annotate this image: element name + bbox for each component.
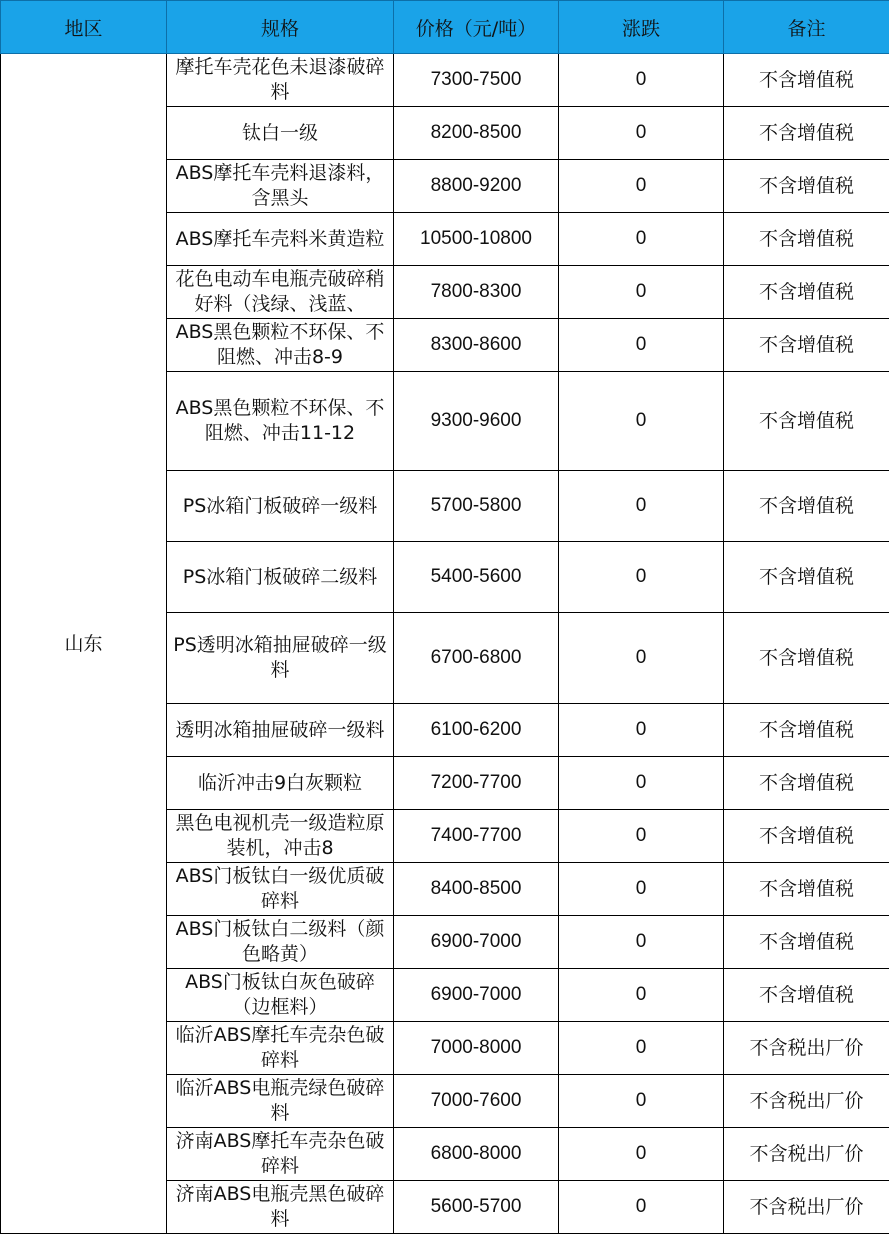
note-cell: 不含增值税 [724,542,889,613]
header-row [1,1,889,54]
note-cell: 不含税出厂价 [724,1181,889,1234]
change-cell: 0 [559,757,724,810]
spec-cell [167,1075,394,1128]
price-cell: 6700-6800 [394,613,559,704]
spec-text: 花色电动车电瓶壳破碎稍好料（浅绿、浅蓝、 [175,268,385,315]
spec-text: 透明冰箱抽屉破碎一级料 [175,718,385,741]
table-body [1,54,889,1234]
change-cell: 0 [559,319,724,372]
change-cell: 0 [559,372,724,471]
price-cell: 6900-7000 [394,969,559,1022]
price-cell: 6900-7000 [394,916,559,969]
note-cell: 不含增值税 [724,319,889,372]
note-cell: 不含增值税 [724,471,889,542]
note-cell: 不含增值税 [724,757,889,810]
table-row [1,54,889,107]
change-cell: 0 [559,266,724,319]
spec-cell [167,542,394,613]
note-cell: 不含增值税 [724,372,889,471]
spec-cell [167,1181,394,1234]
spec-cell [167,160,394,213]
spec-text: 临沂ABS摩托车壳杂色破碎料 [175,1024,385,1071]
spec-cell [167,757,394,810]
spec-text: ABS门板钛白灰色破碎（边框料） [185,971,375,1018]
header-region: 地区 [1,1,167,54]
price-cell: 7800-8300 [394,266,559,319]
note-cell: 不含增值税 [724,704,889,757]
spec-text: ABS摩托车壳料退漆料，含黑头 [175,162,385,209]
spec-text: ABS黑色颗粒不环保、不阻燃、冲击8-9 [175,321,385,368]
price-cell: 6800-8000 [394,1128,559,1181]
note-cell: 不含增值税 [724,863,889,916]
change-cell: 0 [559,810,724,863]
note-cell: 不含增值税 [724,969,889,1022]
spec-text: 济南ABS摩托车壳杂色破碎料 [175,1130,385,1177]
header-spec: 规格 [167,1,394,54]
spec-text: 钛白一级 [241,121,318,144]
change-cell: 0 [559,1128,724,1181]
header-price: 价格（元/吨） [394,1,559,54]
note-cell: 不含增值税 [724,160,889,213]
spec-text: 黑色电视机壳一级造粒原装机，冲击8 [175,812,385,859]
price-cell: 7400-7700 [394,810,559,863]
note-cell: 不含增值税 [724,213,889,266]
spec-text: PS透明冰箱抽屉破碎一级料 [173,634,387,681]
spec-cell [167,471,394,542]
change-cell: 0 [559,54,724,107]
spec-text: 济南ABS电瓶壳黑色破碎料 [175,1183,385,1230]
spec-cell [167,266,394,319]
spec-cell [167,54,394,107]
spec-cell [167,916,394,969]
price-cell: 7200-7700 [394,757,559,810]
price-cell: 9300-9600 [394,372,559,471]
spec-cell [167,1022,394,1075]
change-cell: 0 [559,1022,724,1075]
price-cell: 7000-8000 [394,1022,559,1075]
spec-text: PS冰箱门板破碎二级料 [182,565,378,588]
spec-cell [167,319,394,372]
price-cell: 7000-7600 [394,1075,559,1128]
price-cell: 8300-8600 [394,319,559,372]
spec-cell [167,213,394,266]
price-cell: 6100-6200 [394,704,559,757]
change-cell: 0 [559,1075,724,1128]
spec-cell [167,704,394,757]
change-cell: 0 [559,160,724,213]
spec-cell [167,810,394,863]
price-cell: 5600-5700 [394,1181,559,1234]
change-cell: 0 [559,863,724,916]
note-cell: 不含增值税 [724,266,889,319]
note-cell: 不含增值税 [724,54,889,107]
change-cell: 0 [559,704,724,757]
change-cell: 0 [559,1181,724,1234]
note-cell: 不含增值税 [724,107,889,160]
note-cell: 不含税出厂价 [724,1128,889,1181]
spec-cell [167,1128,394,1181]
spec-text: 临沂ABS电瓶壳绿色破碎料 [175,1077,385,1124]
region-cell: 山东 [1,54,167,1234]
change-cell: 0 [559,969,724,1022]
price-cell: 7300-7500 [394,54,559,107]
spec-cell [167,372,394,471]
change-cell: 0 [559,916,724,969]
change-cell: 0 [559,613,724,704]
header-change: 涨跌 [559,1,724,54]
spec-text: ABS门板钛白一级优质破碎料 [175,865,385,912]
spec-cell [167,613,394,704]
note-cell: 不含税出厂价 [724,1075,889,1128]
price-cell: 5700-5800 [394,471,559,542]
price-cell: 8800-9200 [394,160,559,213]
note-cell: 不含增值税 [724,916,889,969]
spec-cell [167,107,394,160]
spec-text: ABS门板钛白二级料（颜色略黄） [175,918,385,965]
price-cell: 8200-8500 [394,107,559,160]
note-cell: 不含税出厂价 [724,1022,889,1075]
spec-cell [167,863,394,916]
spec-cell [167,969,394,1022]
spec-text: PS冰箱门板破碎一级料 [182,494,378,517]
price-cell: 8400-8500 [394,863,559,916]
spec-text: ABS黑色颗粒不环保、不阻燃、冲击11-12 [175,397,385,444]
change-cell: 0 [559,471,724,542]
spec-text: 摩托车壳花色未退漆破碎料 [175,56,385,103]
note-cell: 不含增值税 [724,613,889,704]
note-cell: 不含增值税 [724,810,889,863]
price-cell: 10500-10800 [394,213,559,266]
price-cell: 5400-5600 [394,542,559,613]
spec-text: 临沂冲击9白灰颗粒 [197,771,363,794]
change-cell: 0 [559,542,724,613]
change-cell: 0 [559,213,724,266]
change-cell: 0 [559,107,724,160]
spec-text: ABS摩托车壳料米黄造粒 [175,227,385,250]
header-note: 备注 [724,1,889,54]
